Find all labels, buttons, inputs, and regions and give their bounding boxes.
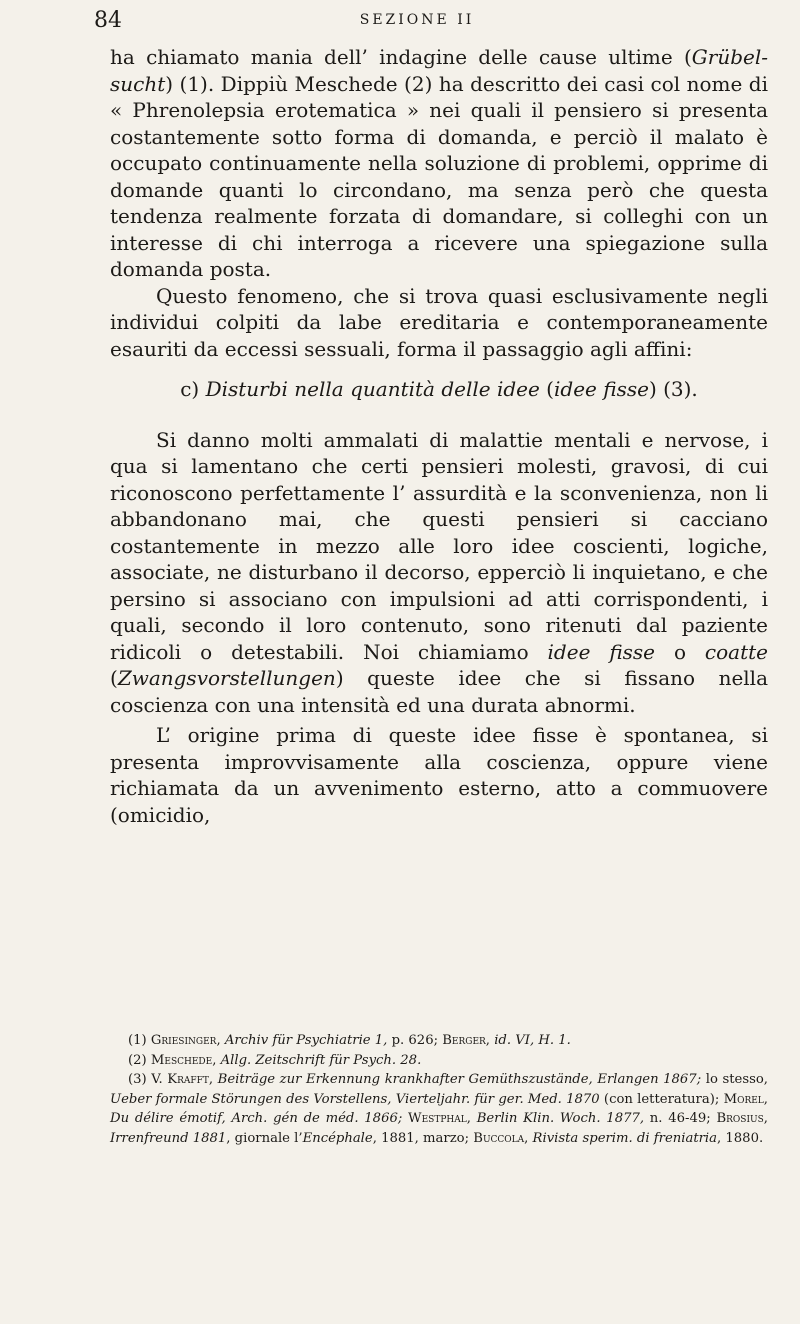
body-text	[110, 44, 768, 828]
footnote-2: (2) Meschede, Allg. Zeitschrift für Psych. 28.	[128, 1052, 422, 1068]
subsection-heading: c) Disturbi nella quantità delle idee (idee fisse) (3).	[180, 377, 698, 401]
paragraph-3: Si danno molti ammalati di malattie mentali e nervose, i qua si lamentano che certi pensieri molesti, gravosi, di cui riconoscono perfettamente l’ assurdità e la sconvenienza, non li abbandonano mai, che questi pensieri si cacciano costantemente in mezzo alle loro idee coscienti, logiche, associate, ne disturbano il decorso, epperciò li inquietano, e che persino si associano con impulsioni ad atti corrispondenti, i quali, secondo il loro contenuto, sono ritenuti dal paziente ridicoli o detestabili. Noi chiamiamo idee fisse o coatte (Zwangsvorstellungen) queste idee che si fissano nella coscienza con una intensità ed una durata abnormi.	[110, 427, 768, 717]
page-header	[94, 8, 760, 36]
section-title: SEZIONE II	[359, 12, 475, 28]
footnote-3: (3) V. Krafft, Beiträge zur Erkennung krankhafter Gemüthszustände, Erlangen 1867; lo stesso, Ueber formale Störungen des Vorstellens, Vierteljahr. für ger. Med. 1870 (con letteratura); Morel, Du délire émotif, Arch. gén de méd. 1866; Westphal, Berlin Klin. Woch. 1877, n. 46-49; Brosius, Irrenfreund 1881, giornale l’Encéphale, 1881, marzo; Buccola, Rivista sperim. di freniatria, 1880.	[110, 1072, 768, 1146]
paragraph-2: Questo fenomeno, che si trova quasi esclusivamente negli individui colpiti da labe ereditaria e contemporaneamente esauriti da eccessi sessuali, forma il passaggio agli affini:	[110, 283, 768, 361]
paragraph-1: ha chiamato mania dell’ indagine delle cause ultime (Grübel-sucht) (1). Dippiù Meschede (2) ha descritto dei casi col nome di « Phrenolepsia erotematica » nei quali il pensiero si presenta costantemente sotto forma di domanda, e perciò il malato è occupato continuamente nella soluzione di problemi, opprime di domande quanti lo circondano, ma senza però che questa tendenza realmente forzata di domandare, si colleghi con un interesse di chi interroga a ricevere una spiegazione sulla domanda posta.	[110, 45, 768, 281]
paragraph-4: L’ origine prima di queste idee fisse è spontanea, si presenta improvvisamente alla coscienza, oppure viene richiamata da un avvenimento esterno, atto a commuovere (omicidio,	[110, 723, 768, 827]
footnotes	[110, 1031, 768, 1148]
page-number: 84	[94, 8, 122, 33]
footnote-1: (1) Griesinger, Archiv für Psychiatrie 1, p. 626; Berger, id. VI, H. 1.	[128, 1033, 571, 1048]
